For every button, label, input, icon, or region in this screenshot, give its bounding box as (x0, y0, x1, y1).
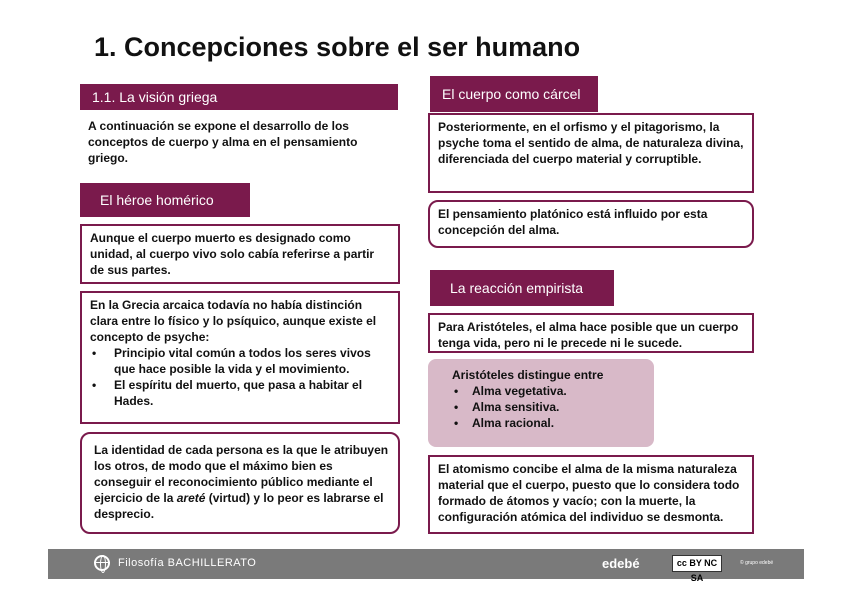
page-title: 1. Concepciones sobre el ser humano (94, 32, 581, 62)
alma-list-item: • Alma racional. (452, 415, 630, 431)
carcel-box-2 (428, 200, 754, 248)
heroe-box-1 (80, 224, 400, 284)
intro-text (88, 118, 388, 166)
brand-logo: edebé (602, 556, 640, 571)
carcel-box-2-text: El pensamiento platónico está influido por esta concepción del alma. (438, 207, 708, 237)
cc-license-icon: cc BY NC SA (672, 555, 722, 572)
empirista-box-1-text: Para Aristóteles, el alma hace posible que un cuerpo tenga vida, pero ni le precede ni le sucede. (438, 320, 739, 350)
heroe-box-3-text-b: (virtud) y lo peor es labrarse el desprecio. (94, 491, 384, 521)
globe-icon (94, 555, 110, 571)
alma-list (452, 383, 630, 431)
empirista-box-1 (428, 313, 754, 353)
heroe-box-2-intro: En la Grecia arcaica todavía no había distinción clara entre lo físico y lo psíquico, aunque existe el concepto de psyche: (90, 298, 377, 344)
alma-list-item: • Alma sensitiva. (452, 399, 630, 415)
carcel-box-1 (428, 113, 754, 193)
heroe-box-1-text: Aunque el cuerpo muerto es designado como unidad, al cuerpo vivo solo cabía referirse a partir de sus partes. (90, 231, 375, 277)
heroe-box-3-text-a: La identidad de cada persona es la que le atribuyen los otros, de modo que el máximo bien es conseguir el reconocimiento público mediante el ejercicio de la (94, 443, 389, 505)
heroe-box-3 (80, 432, 400, 534)
psyche-list-item: • El espíritu del muerto, que pasa a habitar el Hades. (90, 377, 390, 409)
aristoteles-box (428, 359, 654, 447)
intro-paragraph: A continuación se expone el desarrollo de los conceptos de cuerpo y alma en el pensamiento griego. (88, 119, 358, 165)
atomismo-box (428, 455, 754, 534)
heroe-box-2 (80, 291, 400, 424)
tab-heroe-homerico: El héroe homérico (80, 183, 250, 217)
aristoteles-title: Aristóteles distingue entre (452, 368, 604, 382)
copyright-text: © grupo edebé (740, 560, 774, 566)
psyche-list-item: • Principio vital común a todos los seres vivos que hace posible la vida y el movimiento. (90, 345, 390, 377)
footer-bar (48, 549, 804, 583)
psyche-list (90, 345, 390, 409)
arete-term: areté (176, 491, 206, 505)
footer-label: Filosofía BACHILLERATO (118, 557, 257, 569)
tab-cuerpo-carcel: El cuerpo como cárcel (430, 76, 598, 112)
atomismo-box-text: El atomismo concibe el alma de la misma naturaleza material que el cuerpo, puesto que lo considera todo formado de átomos y vacío; con la muerte, la configuración atómica del individuo se desmonta. (438, 462, 740, 524)
alma-list-item: • Alma vegetativa. (452, 383, 630, 399)
section-title: 1.1. La visión griega (80, 84, 398, 110)
carcel-box-1-text: Posteriormente, en el orfismo y el pitagorismo, la psyche toma el sentido de alma, de naturaleza divina, diferenciada del cuerpo material y corruptible. (438, 120, 744, 166)
tab-reaccion-empirista: La reacción empirista (430, 270, 614, 306)
